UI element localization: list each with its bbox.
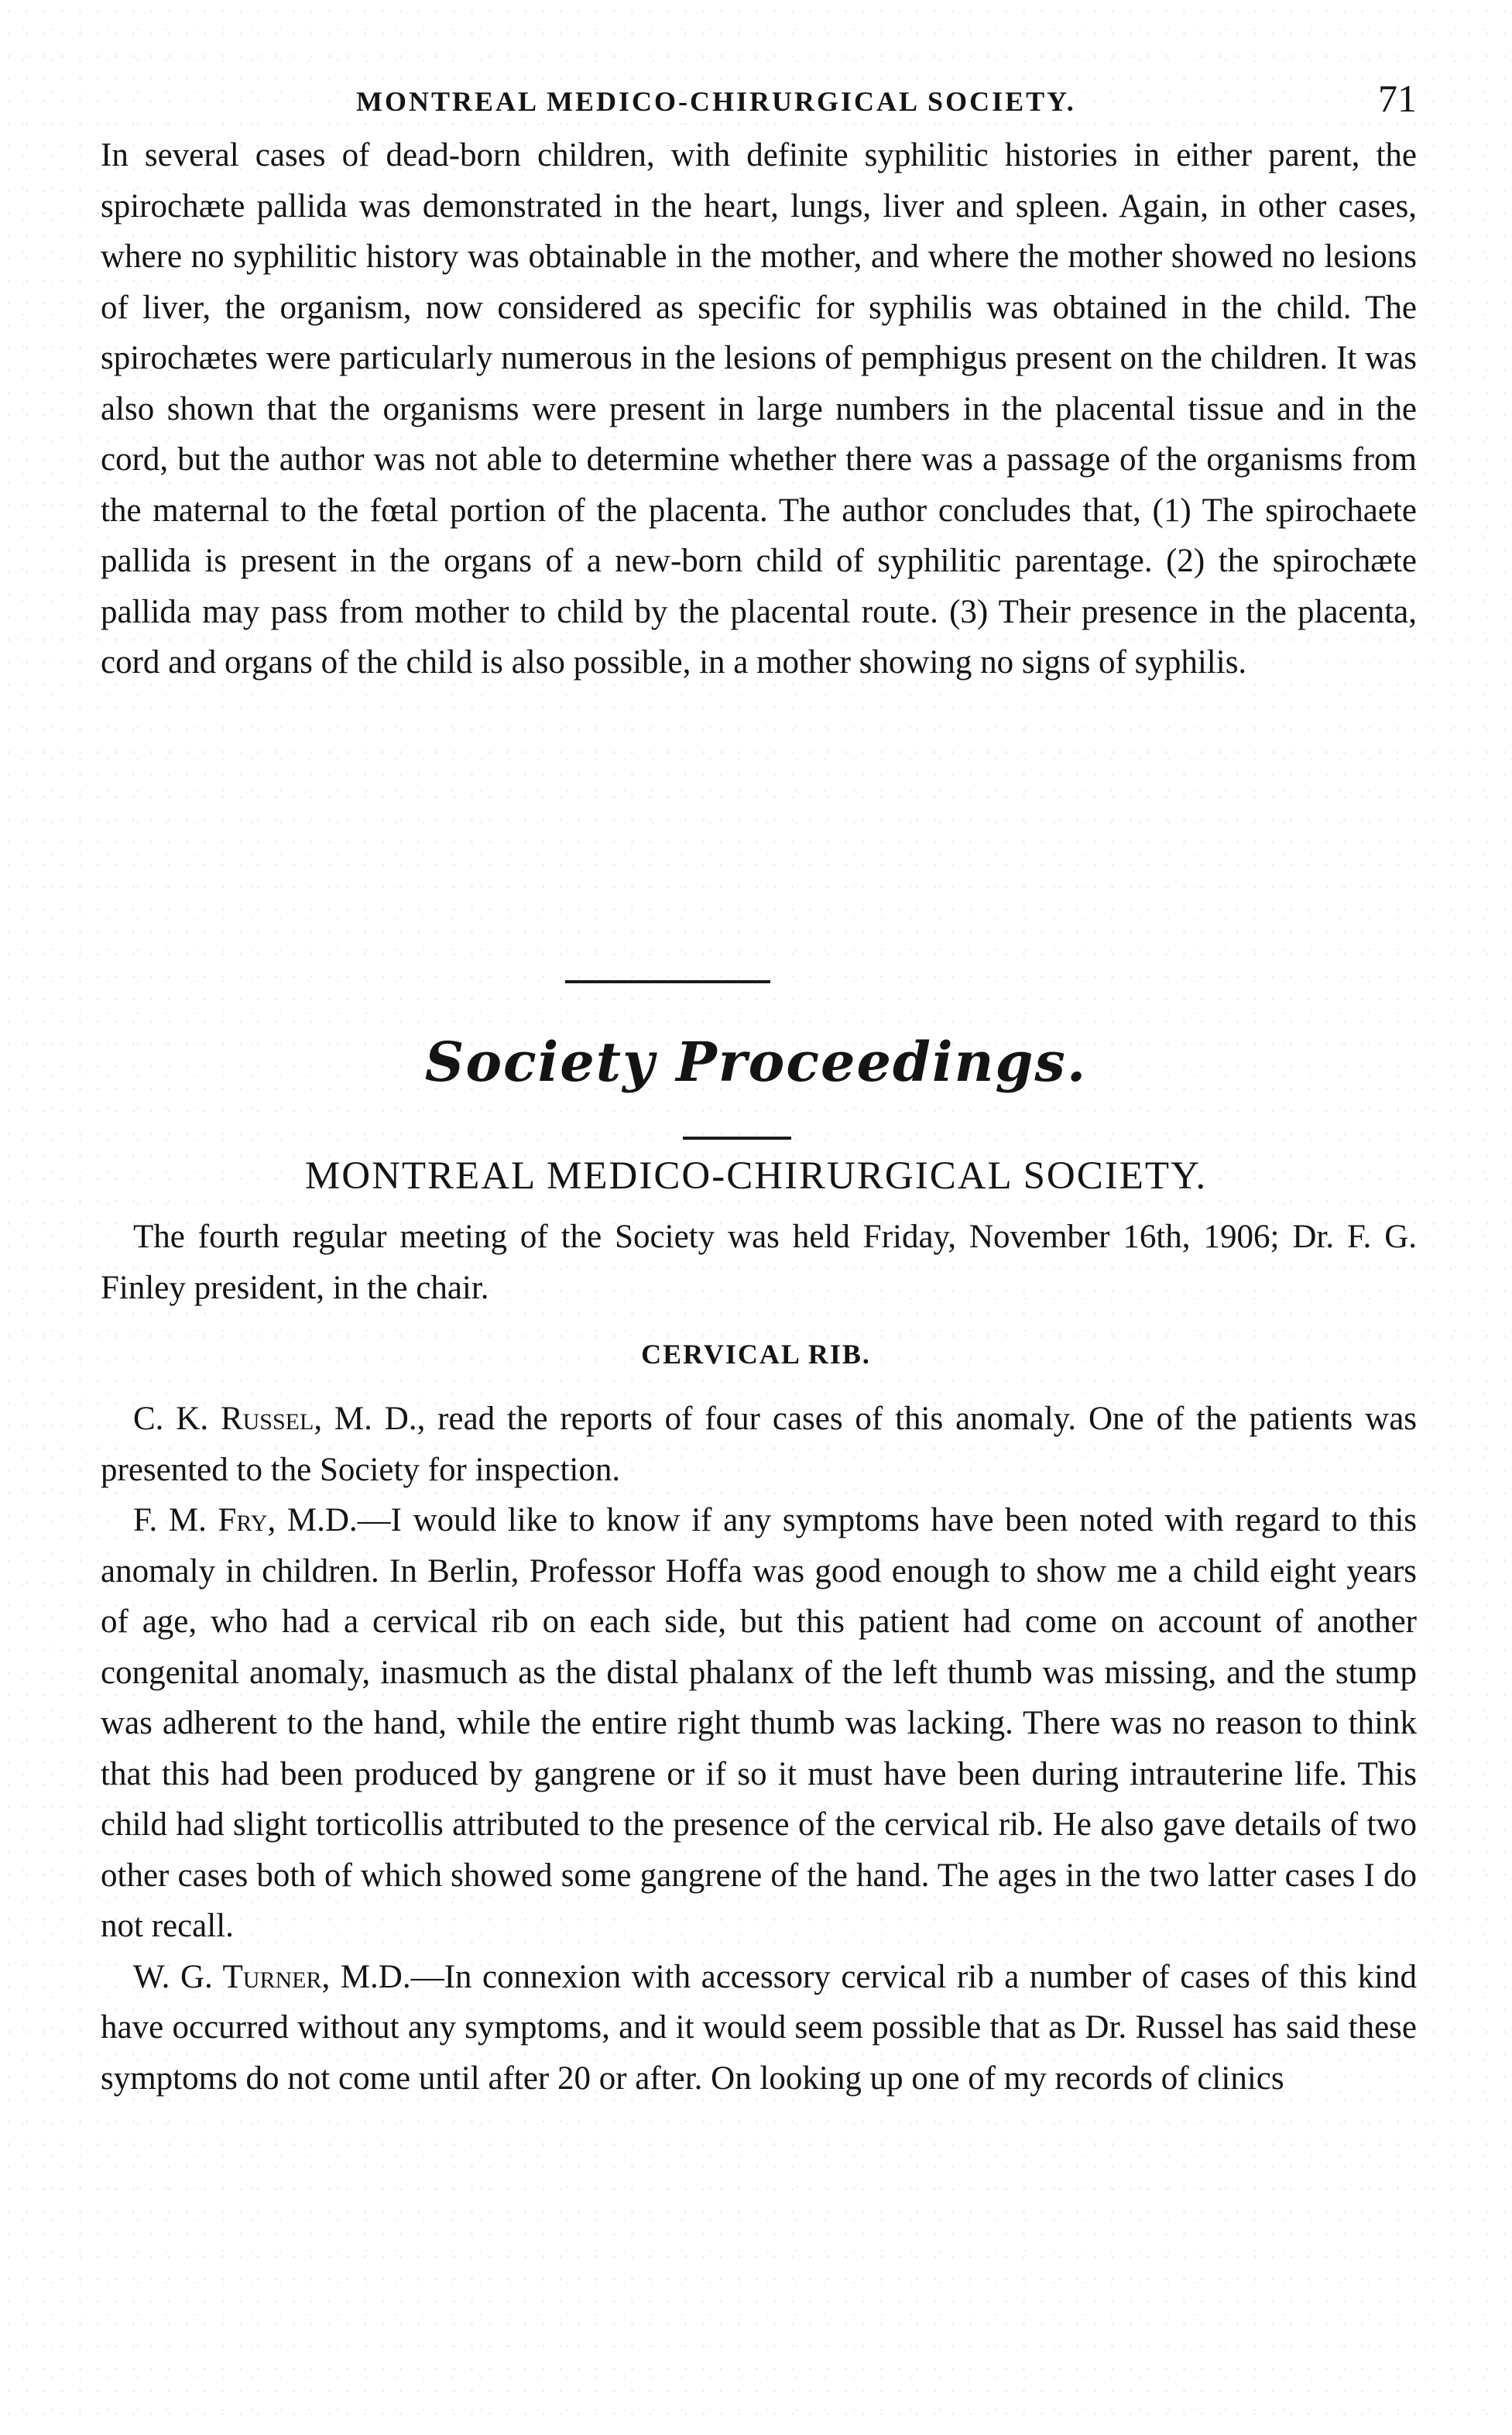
running-title: MONTREAL MEDICO-CHIRURGICAL SOCIETY.	[356, 86, 1076, 117]
meeting-block	[101, 1212, 1417, 1313]
speaker-remarks: read the reports of four cases of this anomaly. One of the patients was presented to the Society for inspection.	[101, 1401, 1418, 1488]
section-heading: Society Proceedings.	[424, 1030, 1088, 1094]
society-name: MONTREAL MEDICO-CHIRURGICAL SOCIETY.	[304, 1154, 1208, 1198]
page-header	[101, 76, 1417, 122]
speaker-remarks: —In connexion with accessory cervical rib a number of cases of this kind have occurred without any symptoms, and it would seem possible that as Dr. Russel has said these symptoms do not come until after 20 or after. On looking up one of my records of clinics	[101, 1958, 1417, 2097]
meeting-paragraph: The fourth regular meeting of the Society was held Friday, November 16th, 1906; Dr. F. G. Finley president, in the chair.	[101, 1219, 1417, 1306]
discussion-paragraph	[101, 1952, 1417, 2104]
abstract-paragraph: In several cases of dead-born children, with definite syphilitic histories in either parent, the spirochæte pallida was demonstrated in the heart, lungs, liver and spleen. Again, in other cases, where no syphilitic history was obtainable in the mother, and where the mother showed no lesions of liver, the organism, now considered as specific for syphilis was obtained in the child. The spirochætes were particularly numerous in the lesions of pemphigus present on the children. It was also shown that the organisms were present in large numbers in the placental tissue and in the cord, but the author was not able to determine whether there was a passage of the organisms from the maternal to the fœtal portion of the placenta. The author concludes that, (1) The spirochaete pallida is present in the organs of a new-born child of syphilitic parentage. (2) the spirochæte pallida may pass from mother to child by the placental route. (3) Their presence in the placenta, cord and organs of the child is also possible, in a mother showing no signs of syphilis.	[101, 137, 1417, 681]
discussion-paragraph	[101, 1495, 1417, 1952]
page-number: 71	[1378, 77, 1417, 120]
topic-heading: CERVICAL RIB.	[641, 1339, 871, 1370]
speaker-name: W. G. Turner, M.D.	[133, 1958, 411, 1995]
section-divider	[565, 980, 770, 983]
speaker-remarks: —I would like to know if any symptoms have been noted with regard to this anomaly in children. In Berlin, Professor Hoffa was good enough to show me a child eight years of age, who had a cervical rib on each side, but this patient had come on account of another congenital anomaly, inasmuch as the distal phalanx of the left thumb was missing, and the stump was adherent to the hand, while the entire right thumb was lacking. There was no reason to think that this had been produced by gangrene or if so it must have been during intrauterine life. This child had slight torticollis attributed to the presence of the cervical rib. He also gave details of two other cases both of which showed some gangrene of the hand. The ages in the two latter cases I do not recall.	[101, 1502, 1417, 1944]
discussion-block	[101, 1394, 1417, 2104]
speaker-name: C. K. Russel, M. D.,	[133, 1401, 426, 1437]
heading-underline	[683, 1137, 791, 1140]
discussion-paragraph	[101, 1394, 1417, 1495]
speaker-name: F. M. Fry, M.D.	[133, 1502, 358, 1538]
abstract-block	[101, 130, 1417, 688]
